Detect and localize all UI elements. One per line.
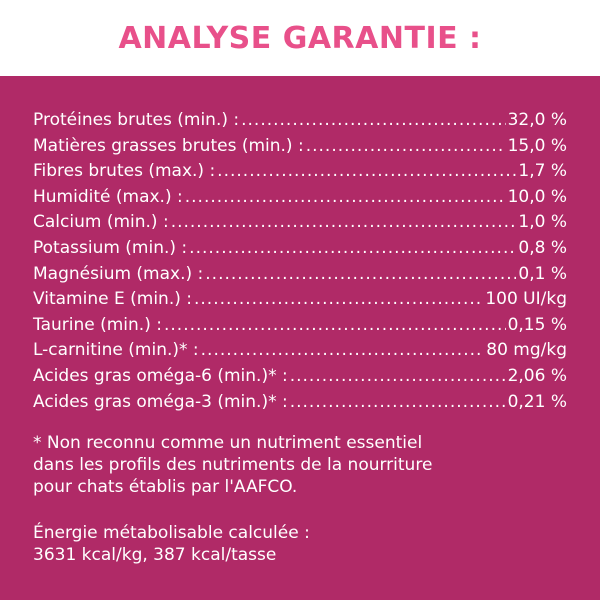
dot-leader <box>201 338 485 364</box>
row-label: Vitamine E (min.) : <box>33 289 192 310</box>
footnote-line: pour chats établis par l'AAFCO. <box>33 477 298 497</box>
row-value: 1,0 % <box>518 212 567 233</box>
dot-leader <box>306 134 506 160</box>
analysis-row-calcium <box>33 210 567 236</box>
row-value: 0,1 % <box>518 263 567 284</box>
row-value: 1,7 % <box>518 161 567 182</box>
analysis-row-humidite <box>33 185 567 211</box>
analysis-row-vitamine-e <box>33 287 567 313</box>
analysis-row-l-carnitine <box>33 338 567 364</box>
row-label: Acides gras oméga-6 (min.)* : <box>33 365 288 386</box>
dot-leader <box>164 313 506 339</box>
footnote-line: * Non reconnu comme un nutriment essentiel <box>33 433 423 453</box>
analysis-row-fibres <box>33 159 567 185</box>
energy-line: 3631 kcal/kg, 387 kcal/tasse <box>33 545 277 565</box>
row-label: Calcium (min.) : <box>33 212 169 233</box>
analysis-rows <box>33 108 567 415</box>
dot-leader <box>241 108 505 134</box>
row-label: Potassium (min.) : <box>33 237 188 258</box>
analysis-row-potassium <box>33 236 567 262</box>
energy-line: Énergie métabolisable calculée : <box>33 523 310 543</box>
analysis-row-omega-3 <box>33 390 567 416</box>
dot-leader <box>205 262 516 288</box>
row-value: 0,8 % <box>518 237 567 258</box>
row-label: Protéines brutes (min.) : <box>33 110 240 130</box>
row-value: 32,0 % <box>507 110 567 130</box>
row-value: 10,0 % <box>507 186 567 207</box>
analysis-row-proteines <box>33 108 567 134</box>
analysis-row-omega-6 <box>33 364 567 390</box>
row-value: 100 UI/kg <box>485 289 567 310</box>
analysis-row-magnesium <box>33 262 567 288</box>
energy-statement <box>33 522 573 566</box>
row-value: 0,15 % <box>507 314 567 335</box>
dot-leader <box>290 364 506 390</box>
header <box>0 0 600 76</box>
analysis-row-taurine <box>33 313 567 339</box>
row-value: 80 mg/kg <box>486 340 567 361</box>
dot-leader <box>194 287 483 313</box>
dot-leader <box>217 159 516 185</box>
footnote <box>33 432 573 498</box>
row-label: Taurine (min.) : <box>33 314 162 335</box>
row-label: Matières grasses brutes (min.) : <box>33 135 304 156</box>
page-title: ANALYSE GARANTIE : <box>118 21 482 56</box>
row-value: 2,06 % <box>507 365 567 386</box>
row-label: Magnésium (max.) : <box>33 263 204 284</box>
row-label: L-carnitine (min.)* : <box>33 340 199 361</box>
dot-leader <box>290 390 506 416</box>
dot-leader <box>185 185 506 211</box>
dot-leader <box>171 210 517 236</box>
dot-leader <box>189 236 516 262</box>
row-value: 15,0 % <box>507 135 567 156</box>
row-label: Acides gras oméga-3 (min.)* : <box>33 391 288 412</box>
footnote-line: dans les profils des nutriments de la nourriture <box>33 455 433 475</box>
row-value: 0,21 % <box>507 391 567 412</box>
row-label: Humidité (max.) : <box>33 186 183 207</box>
row-label: Fibres brutes (max.) : <box>33 161 216 182</box>
analysis-row-matieres-grasses <box>33 134 567 160</box>
analysis-panel <box>0 76 600 600</box>
